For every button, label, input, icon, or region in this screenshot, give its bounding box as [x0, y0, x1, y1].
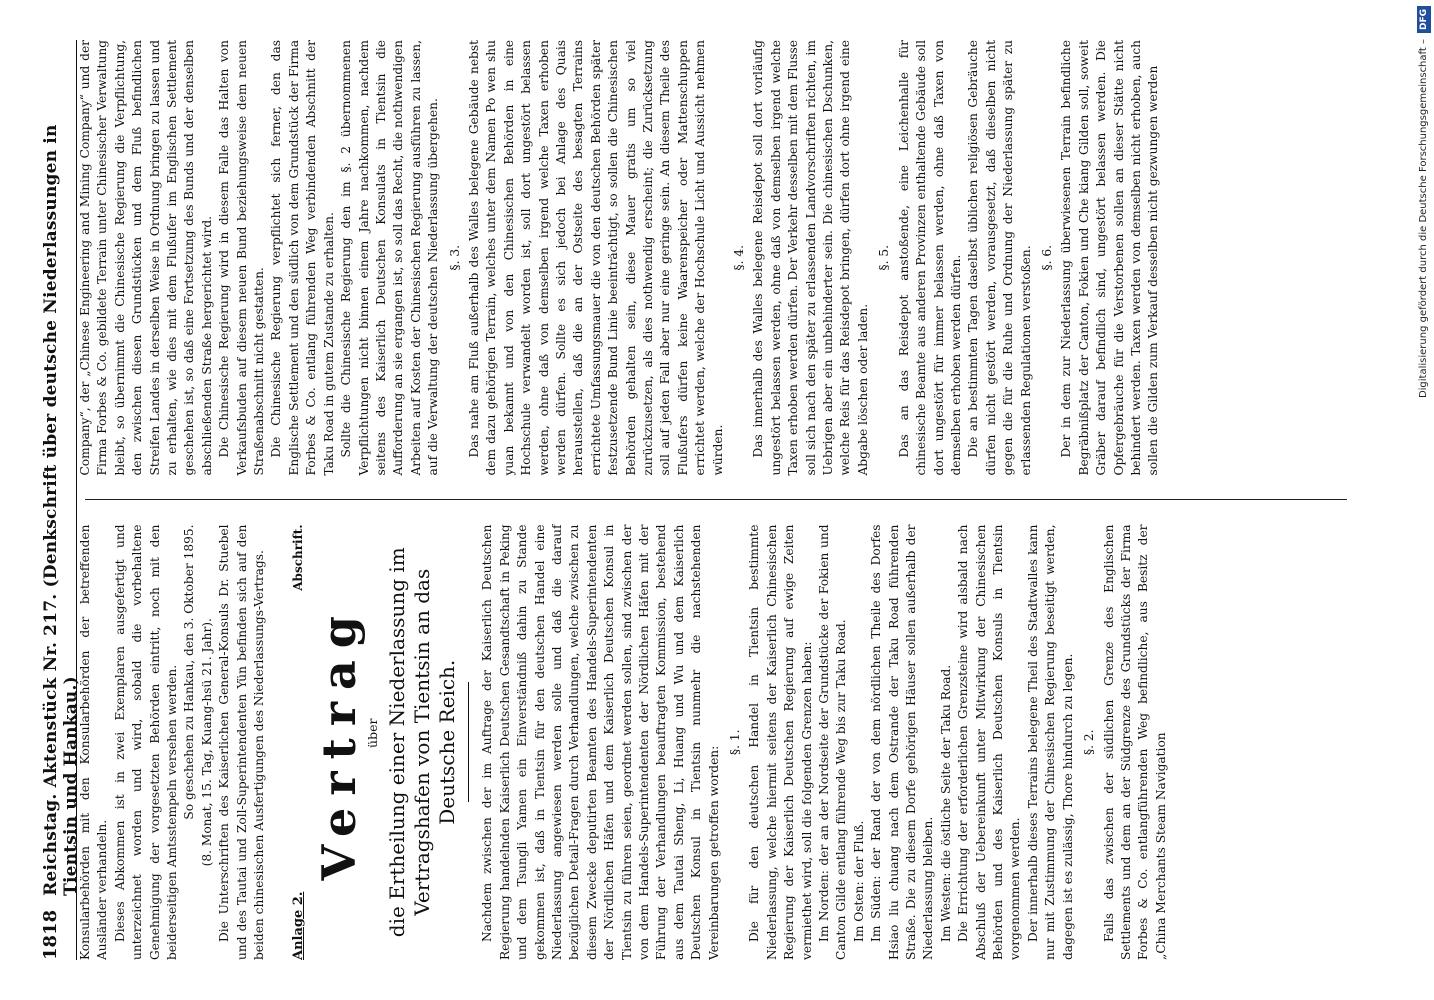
section-paragraph: Die Chinesische Regierung wird in diesem Falle das Halten von Verkaufsbuden auf diesem neuen Bund beziehungsweise dem neuen Straßenabschnitt nicht gestatten. — [217, 40, 267, 476]
section-paragraph: Das innerhalb des Walles belegene Reisdepot soll dort vorläufig ungestört belassen werden, ohne daß von demselben irgend welche Taxen erhoben werden dürfen. Der Verkehr desselben mit dem Flusse soll sich nach den später zu erlassenden Landvorschriften richten, im Uebrigen aber ein unbehinderter sein. Die chinesischen Dschunken, welche Reis für das Reisdepot bringen, dürfen dort ohne irgend eine Abgabe löschen oder laden. — [751, 40, 870, 476]
dfg-logo: DFG — [1417, 6, 1431, 33]
document-heading: Vertrag — [311, 604, 366, 881]
section-paragraph: Das an das Reisdepot anstoßende, eine Leichenhalle für chinesische Beamte aus anderen Provinzen enthaltende Gebäude soll dort ungestört für immer belassen werden, ohne daß Taxen von demselben erhoben werden dürfen. — [896, 40, 963, 476]
copy-label: Abschrift. — [291, 524, 306, 591]
section-mark: §. 2. — [1082, 729, 1097, 755]
section-mark: §. 4. — [732, 245, 747, 271]
boundary-note: Die Errichtung der erforderlichen Grenzsteine wird alsbald nach Abschluß der Uebereinkunft unter Mitwirkung der Chinesischen Behörden und des Kaiserlich Deutschen Konsuls in Tientsin vorgenommen werden. — [956, 524, 1023, 960]
section-paragraph: Die an bestimmten Tagen daselbst üblichen religiösen Gebräuche dürfen nicht gestört werden, vorausgesetzt, daß dieselben nicht gegen die für die Ruhe und Ordnung der Niederlassung später zu erlassenden Regulationen verstoßen. — [966, 40, 1033, 476]
right-column — [77, 40, 1347, 476]
section-paragraph: Das nahe am Fluß außerhalb des Walles belegene Gebäude nebst dem dazu gehörigen Terrain, welches unter dem Namen Po wen shu yuan bekannt und von den Chinesischen Behörden in eine Hochschule verwandelt worden ist, soll dort ungestört belassen werden, ohne daß von demselben irgend welche Taxen erhoben werden dürfen. Sollte es sich jedoch bei Anlage des Quais herausstellen, daß die an der Ostseite des besagten Terrains errichtete Umfassungsmauer die von den deutschen Behörden später festzusetzende Bund Linie beeinträchtigt, so sollen die Chinesischen Behörden gehalten sein, diese Mauer gratis um so viel zurückzusetzen, als dies nothwendig erscheint; die Zurücksetzung soll auf jeden Fall aber nur eine geringe sein. An diesem Theile des Flußufers dürfen keine Waarenspeicher oder Mattenschuppen errichtet werden, welche der Hochschule Licht und Aussicht nehmen würden. — [466, 40, 725, 476]
document-subheading: über — [364, 718, 380, 748]
section-mark: §. 6. — [1039, 245, 1054, 271]
section-mark: §. 3. — [447, 245, 462, 271]
column-divider — [85, 500, 1347, 501]
digitization-credit — [1416, 6, 1432, 996]
boundary-note: Der innerhalb dieses Terrains belegene Theil des Stadtwalles kann nur mit Zustimmung der Chinesischen Regierung beseitigt werden, dagegen ist es zulässig, Thore hindurch zu legen. — [1025, 524, 1075, 960]
intro-paragraph: Konsularbehörden mit den Konsularbehörden der betreffenden Ausländer verhandeln. — [78, 524, 110, 960]
boundary-south: Im Süden: der Rand der von dem nördlichen Theile des Dorfes Hsiao liu chuang nach dem Ostrande der Taku Road führenden Straße. Die zu diesem Dorfe gehörigen Häuser sollen außerhalb der Niederlassung bleiben. — [869, 524, 936, 960]
document-subject: die Ertheilung einer Niederlassung im Vertragshafen von Tientsin an das Deutsche Reich. — [385, 547, 460, 938]
section-mark: §. 1. — [727, 729, 742, 755]
page-number: 1818 — [40, 909, 61, 960]
digitization-credit-text: Digitalisierung gefördert durch die Deutsche Forschungsgemeinschaft – — [1418, 39, 1429, 399]
text-columns — [77, 40, 1347, 960]
left-column — [77, 524, 1347, 960]
section-paragraph: Company“, der „Chinese Engineering and Mining Company“ und der Firma Forbes & Co. gebildete Terrain unter Chinesischer Verwaltung bleibt, so übernimmt die Chinesische Regierung die Verpflichtung, den zwischen diesen Grundstücken und dem Fluß befindlichen Streifen Landes in derselben Weise in Ordnung bringen zu lassen und zu erhalten, wie dies mit dem Flußufer im Englischen Settlement geschehen ist, so daß eine Fortsetzung des Bunds und der denselben abschließenden Straße hergerichtet wird. — [78, 40, 214, 476]
annex-row — [290, 524, 307, 960]
intro-paragraph: Dieses Abkommen ist in zwei Exemplaren ausgefertigt und unterzeichnet worden und wird, sobald die vorbehaltene Genehmigung der vorgesetzten Behörden eintritt, noch mit den beiderseitigen Amtsstempeln versehen werden. — [112, 524, 180, 960]
section-paragraph: Der in dem zur Niederlassung überwiesenen Terrain befindliche Begräbnißplatz der Canton, Fokien und Che kiang Gilden soll, soweit Gräber darauf befindlich sind, ungestört belassen werden. Die Opfergebräuche für die Verstorbenen sollen an dieser Stätte nicht behindert werden. Taxen werden von demselben nicht erhoben, auch sollen die Gilden zum Verkauf desselben nicht gezwungen werden — [1059, 40, 1161, 476]
section-paragraph: Sollte die Chinesische Regierung den im §. 2 übernommenen Verpflichtungen nicht binnen einem Jahre nachkommen, nachdem seitens des Kaiserlich Deutschen Konsulats in Tientsin die Aufforderung an sie ergangen ist, so soll das Recht, die nothwendigen Arbeiten auf Kosten der Chinesischen Regierung ausführen zu lassen, auf die Verwaltung der deutschen Niederlassung übergehen. — [339, 40, 441, 476]
preamble-paragraph: Nachdem zwischen der im Auftrage der Kaiserlich Deutschen Regierung handelnden Kaiserlich Deutschen Gesandtschaft in Peking und dem Tsungli Yamen ein Einverständniß dahin zu Stande gekommen ist, daß in Tientsin für den deutschen Handel eine Niederlassung angewiesen werden solle und daß die darauf bezüglichen Detail-Fragen durch Verhandlungen, welche zwischen zu diesem Zwecke deputirten Beamten des Handels-Superintendenten der Nördlichen Häfen und dem Kaiserlich Deutschen Konsul in Tientsin zu führen seien, geordnet werden sollen, sind zwischen der von dem Handels-Superintendenten der Nördlichen Häfen mit der Führung der Verhandlungen beauftragten Kommission, bestehend aus dem Tautai Sheng, Li, Huang und Wu und dem Kaiserlich Deutschen Konsul in Tientsin nunmehr die nachstehenden Vereinbarungen getroffen worden: — [480, 524, 721, 960]
section-paragraph: Die für den deutschen Handel in Tientsin bestimmte Niederlassung, welche hiermit seitens der Kaiserlich Chinesischen Regierung der Kaiserlich Deutschen Regierung auf ewige Zeiten vermiethet wird, soll die folgenden Grenzen haben: — [747, 524, 814, 960]
boundary-north: Im Norden: der an der Nordseite der Grundstücke der Fokien und Canton Gilde entlang führende Weg bis zur Taku Road. — [817, 524, 849, 960]
dateline-chinese: (8. Monat, 15. Tag, Kuang-hsü 21. Jahr). — [199, 618, 214, 867]
section-mark: §. 5. — [877, 245, 892, 271]
running-title: Reichstag. Aktenstück Nr. 217. (Denkschrift über deutsche Niederlassungen in Tientsin und Hankau.) — [41, 124, 81, 896]
annex-label: Anlage 2. — [291, 891, 307, 960]
heading-rule — [468, 682, 469, 802]
page-header — [40, 40, 81, 960]
section-paragraph: Die Chinesische Regierung verpflichtet sich ferner, den das Englische Settlement und den südlich von dem Grundstück der Firma Forbes & Co. entlang führenden Weg verbindenden Abschnitt der Taku Road in gutem Zustande zu erhalten. — [269, 40, 336, 476]
signature-note: Die Unterschriften des Kaiserlichen General-Konsuls Dr. Stuebel und des Tautai und Zoll-Superintendenten Yün befinden sich auf den beiden chinesischen Ausfertigungen des Niederlassungs-Vertrags. — [217, 524, 267, 960]
boundary-east: Im Osten: der Fluß. — [851, 820, 866, 942]
boundary-west: Im Westen: die östliche Seite der Taku Road. — [938, 664, 953, 942]
section-paragraph: Falls das zwischen der südlichen Grenze des Englischen Settlements und dem an der Südgrenze des Grundstücks der Firma Forbes & Co. entlangführenden Weg befindliche, aus Besitz der „China Merchants Steam Navigation — [1101, 524, 1168, 960]
dateline: So geschehen zu Hankau, den 3. Oktober 1895. — [182, 524, 197, 820]
